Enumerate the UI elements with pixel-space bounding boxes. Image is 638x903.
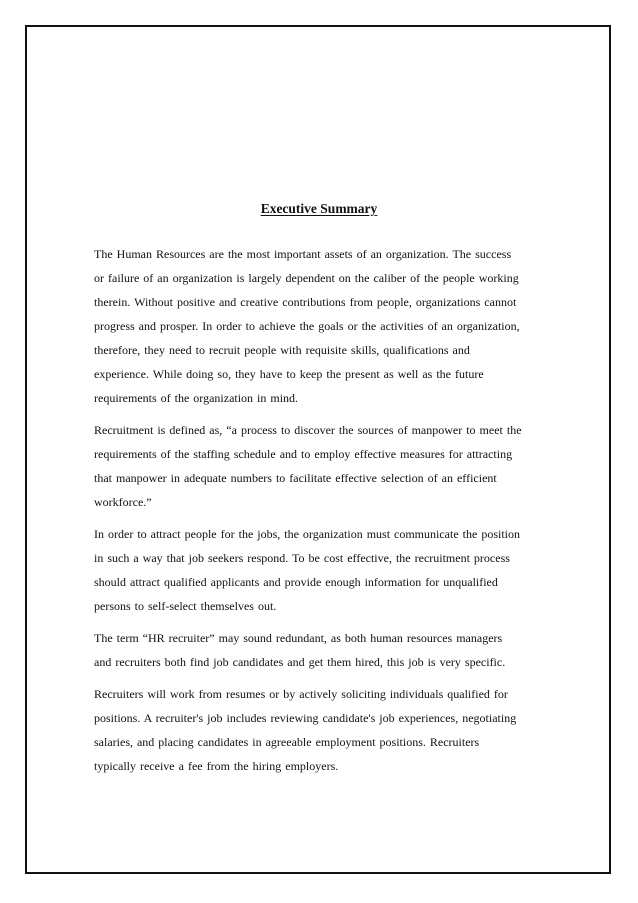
text-line: progress and prosper. In order to achieve the goals or the activities of an organization,: [94, 319, 520, 333]
text-line: requirements of the staffing schedule and to employ effective measures for attracting: [94, 447, 513, 461]
text-line: experience. While doing so, they have to keep the present as well as the future: [94, 367, 484, 381]
text-line: and recruiters both find job candidates and get them hired, this job is very specific.: [94, 655, 506, 669]
paragraph-attract-people: [94, 522, 554, 618]
paragraph-intro: [94, 242, 554, 410]
text-line: therein. Without positive and creative contributions from people, organizations cannot: [94, 295, 517, 309]
text-line: positions. A recruiter's job includes reviewing candidate's job experiences, negotiating: [94, 711, 517, 725]
text-line: Recruiters will work from resumes or by actively soliciting individuals qualified for: [94, 687, 508, 701]
text-line: persons to self-select themselves out.: [94, 599, 277, 613]
text-line: therefore, they need to recruit people with requisite skills, qualifications and: [94, 343, 470, 357]
text-line: In order to attract people for the jobs, the organization must communicate the position: [94, 527, 520, 541]
text-line: Recruitment is defined as, “a process to discover the sources of manpower to meet the: [94, 423, 522, 437]
text-line: workforce.”: [94, 495, 152, 509]
paragraph-recruitment-definition: [94, 418, 554, 514]
text-line: should attract qualified applicants and provide enough information for unqualified: [94, 575, 498, 589]
text-line: or failure of an organization is largely dependent on the caliber of the people working: [94, 271, 519, 285]
page-title: Executive Summary: [260, 201, 378, 216]
paragraph-hr-recruiter: [94, 626, 554, 674]
paragraph-recruiters-work: [94, 682, 554, 778]
document-body: [94, 242, 554, 786]
text-line: typically receive a fee from the hiring employers.: [94, 759, 339, 773]
text-line: The term “HR recruiter” may sound redundant, as both human resources managers: [94, 631, 503, 645]
text-line: in such a way that job seekers respond. To be cost effective, the recruitment process: [94, 551, 510, 565]
text-line: The Human Resources are the most important assets of an organization. The success: [94, 247, 512, 261]
text-line: requirements of the organization in mind.: [94, 391, 299, 405]
text-line: that manpower in adequate numbers to facilitate effective selection of an efficient: [94, 471, 497, 485]
text-line: salaries, and placing candidates in agreeable employment positions. Recruiters: [94, 735, 480, 749]
